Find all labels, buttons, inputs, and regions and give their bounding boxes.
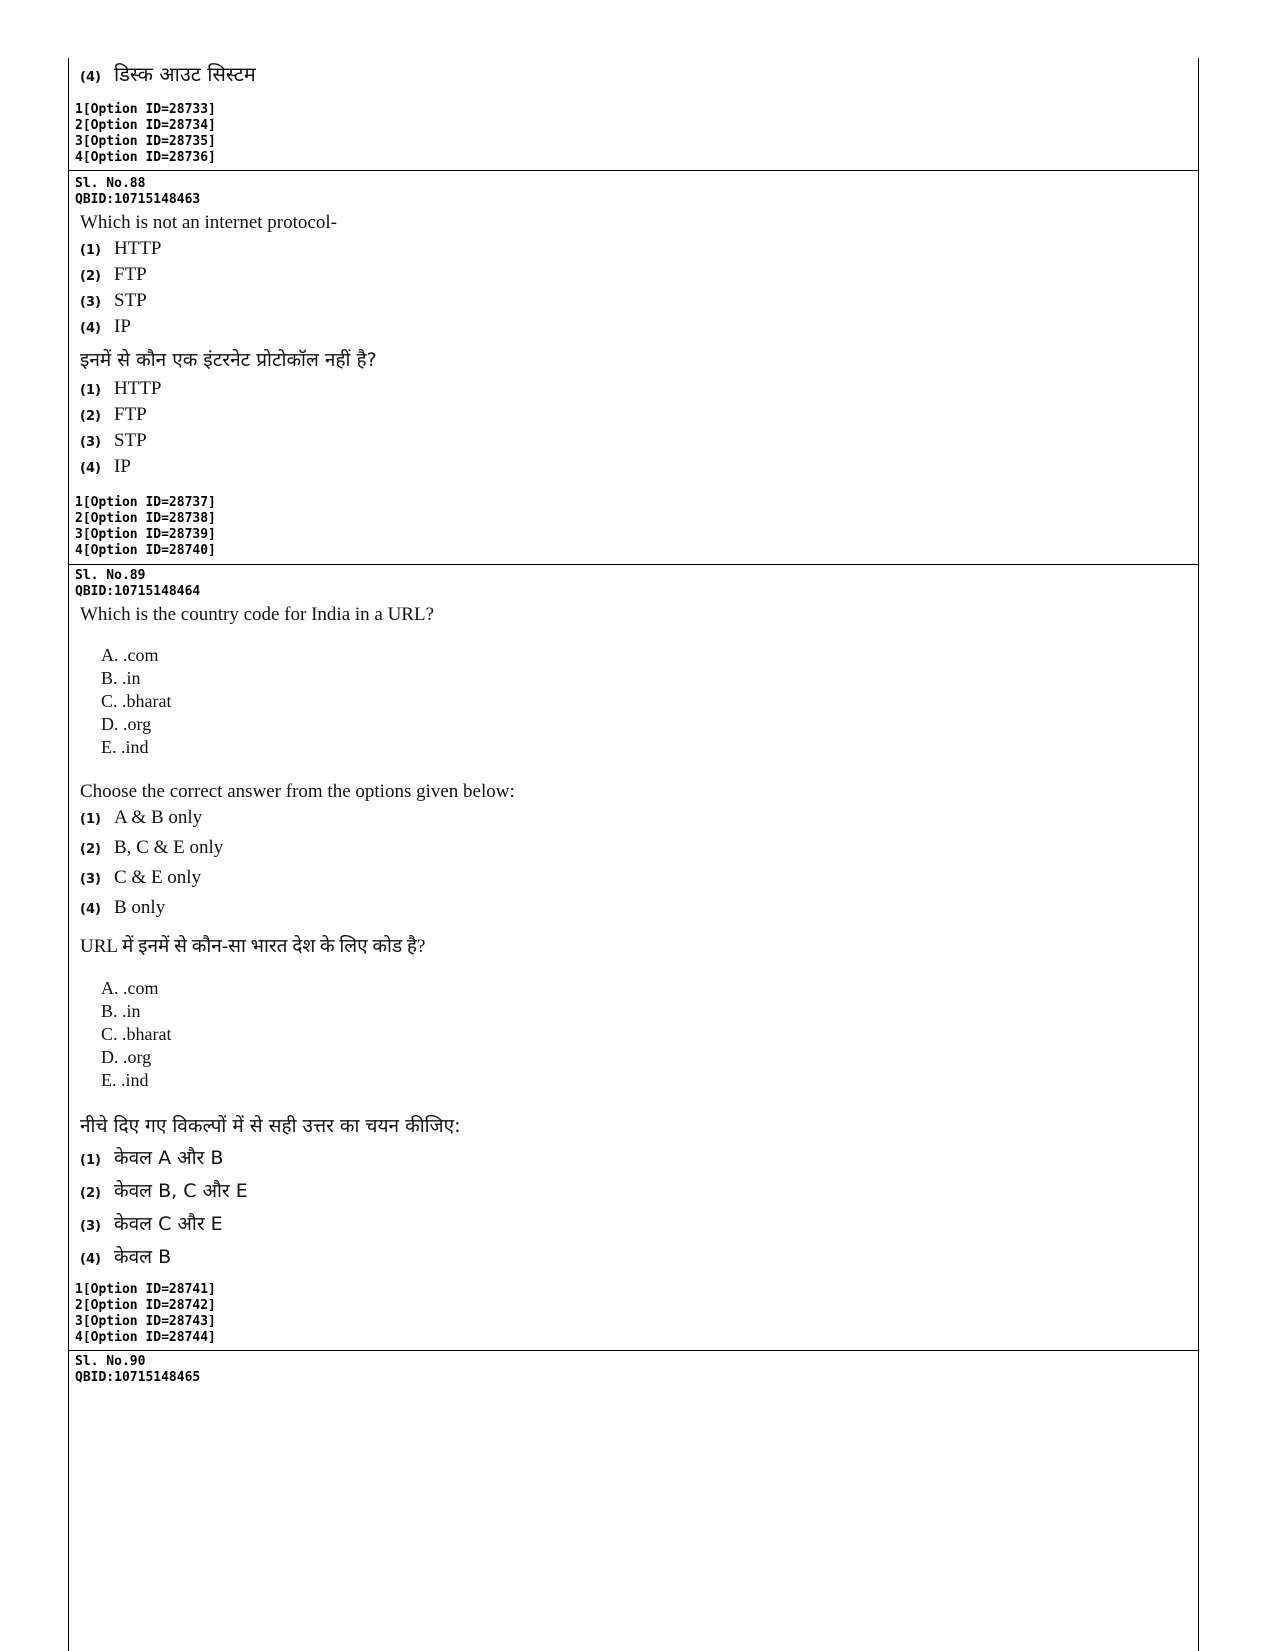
option-text: केवल C और E [114, 1213, 223, 1235]
question-paper-frame [68, 58, 1199, 1651]
option-en-3 [69, 290, 1198, 316]
choice-list-hi [69, 977, 1198, 1092]
option-text: IP [114, 316, 131, 337]
option-number: (1) [80, 812, 101, 827]
option-en-1 [69, 807, 1198, 837]
option-text: A & B only [114, 807, 203, 828]
option-number: (4) [80, 70, 101, 85]
question-text-en: Which is not an internet protocol- [80, 212, 337, 233]
option-hi-3 [69, 1210, 1198, 1243]
option-text: डिस्क आउट सिस्टम [114, 62, 256, 86]
serial-number: Sl. No.88 [75, 176, 146, 191]
q87-option-ids [69, 102, 1198, 166]
option-id-line: 3[Option ID=28743] [75, 1314, 216, 1329]
option-id-line: 2[Option ID=28734] [75, 118, 216, 133]
option-number: (4) [80, 902, 101, 917]
option-number: (2) [80, 269, 101, 284]
question-89 [69, 568, 1198, 1276]
section-divider [69, 170, 1198, 171]
option-hi-2 [69, 1177, 1198, 1210]
option-text: केवल A और B [114, 1147, 224, 1169]
option-id-line: 3[Option ID=28739] [75, 527, 216, 542]
option-id-line: 1[Option ID=28741] [75, 1282, 216, 1297]
option-text: केवल B, C और E [114, 1180, 248, 1202]
option-text: केवल B [114, 1246, 172, 1268]
list-item: E. .ind [101, 1070, 149, 1090]
option-number: (4) [80, 461, 101, 476]
option-en-2 [69, 264, 1198, 290]
question-text-hi: इनमें से कौन एक इंटरनेट प्रोटोकॉल नहीं है? [80, 349, 377, 371]
option-id-line: 2[Option ID=28738] [75, 511, 216, 526]
q87-option-4 [69, 60, 1198, 92]
option-id-line: 4[Option ID=28744] [75, 1330, 216, 1345]
option-en-2 [69, 837, 1198, 867]
question-text-en: Which is the country code for India in a URL? [80, 604, 435, 625]
option-number: (2) [80, 409, 101, 424]
option-text: B only [114, 897, 166, 918]
option-id-line: 1[Option ID=28733] [75, 102, 216, 117]
option-id-line: 2[Option ID=28742] [75, 1298, 216, 1313]
qbid: QBID:10715148464 [75, 584, 201, 599]
list-item: A. .com [101, 978, 159, 998]
option-en-4 [69, 897, 1198, 927]
option-en-4 [69, 316, 1198, 342]
list-item: E. .ind [101, 737, 149, 757]
choose-instruction-hi: नीचे दिए गए विकल्पों में से सही उत्तर का चयन कीजिए: [80, 1115, 461, 1137]
option-number: (3) [80, 1219, 101, 1234]
option-number: (2) [80, 1186, 101, 1201]
option-id-line: 1[Option ID=28737] [75, 495, 216, 510]
option-hi-4 [69, 1243, 1198, 1276]
option-en-1 [69, 238, 1198, 264]
option-text: FTP [114, 264, 147, 285]
option-number: (1) [80, 383, 101, 398]
option-hi-2 [69, 404, 1198, 430]
serial-number: Sl. No.90 [75, 1354, 146, 1369]
option-id-line: 3[Option ID=28735] [75, 134, 216, 149]
option-text: HTTP [114, 238, 162, 259]
qbid: QBID:10715148463 [75, 192, 201, 207]
option-id-line: 4[Option ID=28740] [75, 543, 216, 558]
list-item: C. .bharat [101, 1024, 172, 1044]
option-number: (4) [80, 321, 101, 336]
serial-number: Sl. No.89 [75, 568, 146, 583]
question-88 [69, 176, 1198, 482]
q87-tail [69, 60, 1198, 92]
qbid: QBID:10715148465 [75, 1370, 201, 1385]
option-hi-4 [69, 456, 1198, 482]
option-text: FTP [114, 404, 147, 425]
option-id-line: 4[Option ID=28736] [75, 150, 216, 165]
list-item: C. .bharat [101, 691, 172, 711]
option-number: (1) [80, 243, 101, 258]
list-item: B. .in [101, 1001, 141, 1021]
option-text: STP [114, 290, 147, 311]
choose-instruction-en: Choose the correct answer from the options given below: [80, 781, 515, 802]
option-number: (3) [80, 295, 101, 310]
list-item: D. .org [101, 714, 152, 734]
section-divider [69, 564, 1198, 565]
q89-option-ids [69, 1282, 1198, 1346]
list-item: B. .in [101, 668, 141, 688]
option-text: C & E only [114, 867, 202, 888]
list-item: A. .com [101, 645, 159, 665]
option-hi-3 [69, 430, 1198, 456]
option-number: (3) [80, 435, 101, 450]
option-text: IP [114, 456, 131, 477]
q88-option-ids [69, 495, 1198, 559]
question-90 [69, 1354, 1198, 1386]
list-item: D. .org [101, 1047, 152, 1067]
option-hi-1 [69, 1144, 1198, 1177]
option-number: (1) [80, 1153, 101, 1168]
option-en-3 [69, 867, 1198, 897]
option-number: (4) [80, 1252, 101, 1267]
option-number: (3) [80, 872, 101, 887]
choice-list-en [69, 644, 1198, 759]
section-divider [69, 1350, 1198, 1351]
question-text-hi: URL में इनमें से कौन-सा भारत देश के लिए कोड है? [80, 936, 426, 957]
option-hi-1 [69, 378, 1198, 404]
option-text: HTTP [114, 378, 162, 399]
option-text: STP [114, 430, 147, 451]
option-number: (2) [80, 842, 101, 857]
option-text: B, C & E only [114, 837, 224, 858]
